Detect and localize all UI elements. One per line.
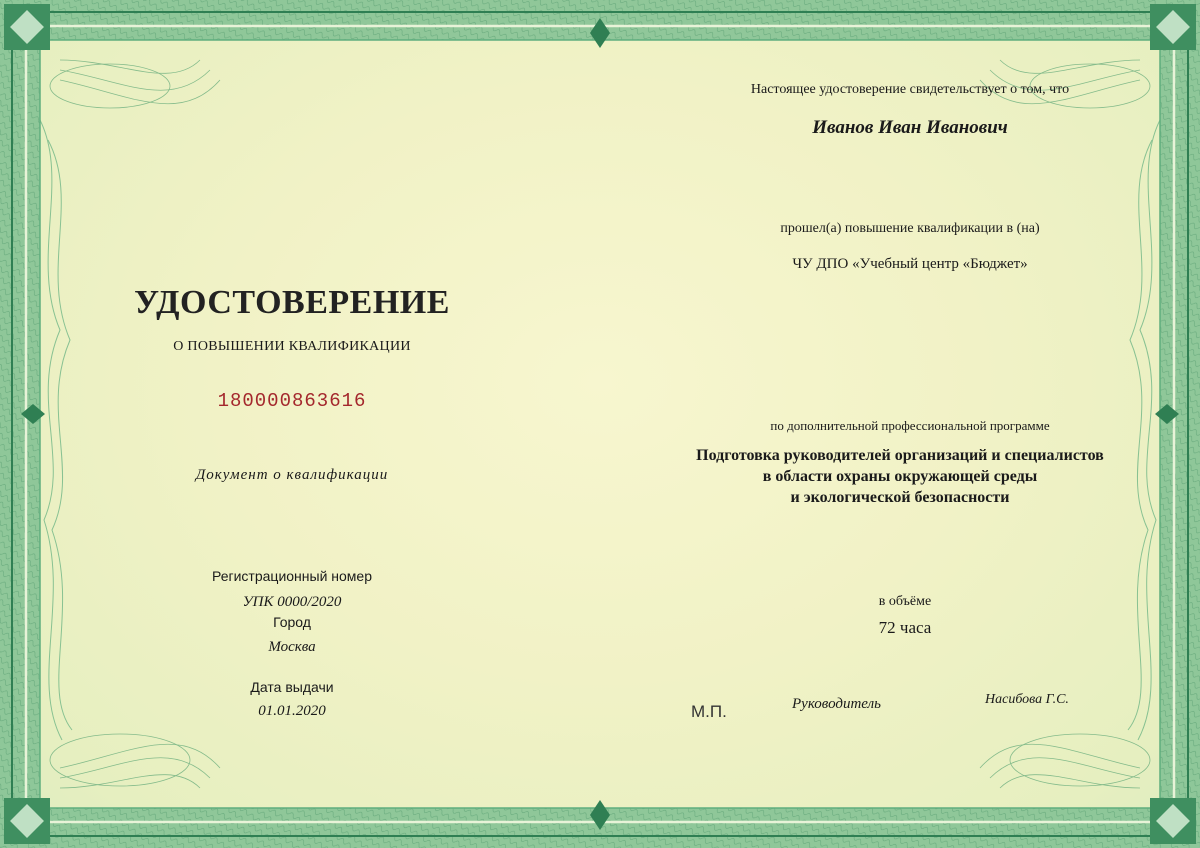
program-line: и экологической безопасности (790, 489, 1010, 506)
document-subtitle: О ПОВЫШЕНИИ КВАЛИФИКАЦИИ (173, 339, 411, 354)
issue-date-value: 01.01.2020 (258, 703, 326, 719)
holder-name: Иванов Иван Иванович (812, 117, 1008, 138)
corner-rosette-icon (4, 4, 50, 50)
document-type: Документ о квалификации (195, 467, 389, 483)
corner-rosette-icon (1150, 798, 1196, 844)
document-title: УДОСТОВЕРЕНИЕ (134, 284, 450, 321)
head-label: Руководитель (792, 696, 881, 712)
city-value: Москва (268, 639, 316, 655)
volume-value: 72 часа (878, 618, 932, 637)
head-name: Насибова Г.С. (985, 692, 1069, 707)
volume-label: в объёме (878, 594, 932, 609)
program-line: Подготовка руководителей организаций и специалистов (696, 447, 1104, 464)
document-number: 180000863616 (217, 390, 367, 412)
registration-value: УПК 0000/2020 (242, 594, 342, 610)
issue-date-label: Дата выдачи (250, 679, 334, 695)
corner-rosette-icon (1150, 4, 1196, 50)
city-label: Город (273, 614, 311, 630)
program-label: по дополнительной профессиональной программе (770, 418, 1050, 433)
program-line: в области охраны окружающей среды (762, 468, 1038, 485)
certificate-intro: Настоящее удостоверение свидетельствует о том, что (750, 82, 1070, 97)
stamp-place-label: М.П. (691, 702, 727, 721)
registration-label: Регистрационный номер (212, 568, 372, 584)
passed-text: прошел(а) повышение квалификации в (на) (780, 221, 1040, 236)
program-title (620, 445, 1180, 508)
organization-name: ЧУ ДПО «Учебный центр «Бюджет» (792, 256, 1028, 272)
corner-rosette-icon (4, 798, 50, 844)
